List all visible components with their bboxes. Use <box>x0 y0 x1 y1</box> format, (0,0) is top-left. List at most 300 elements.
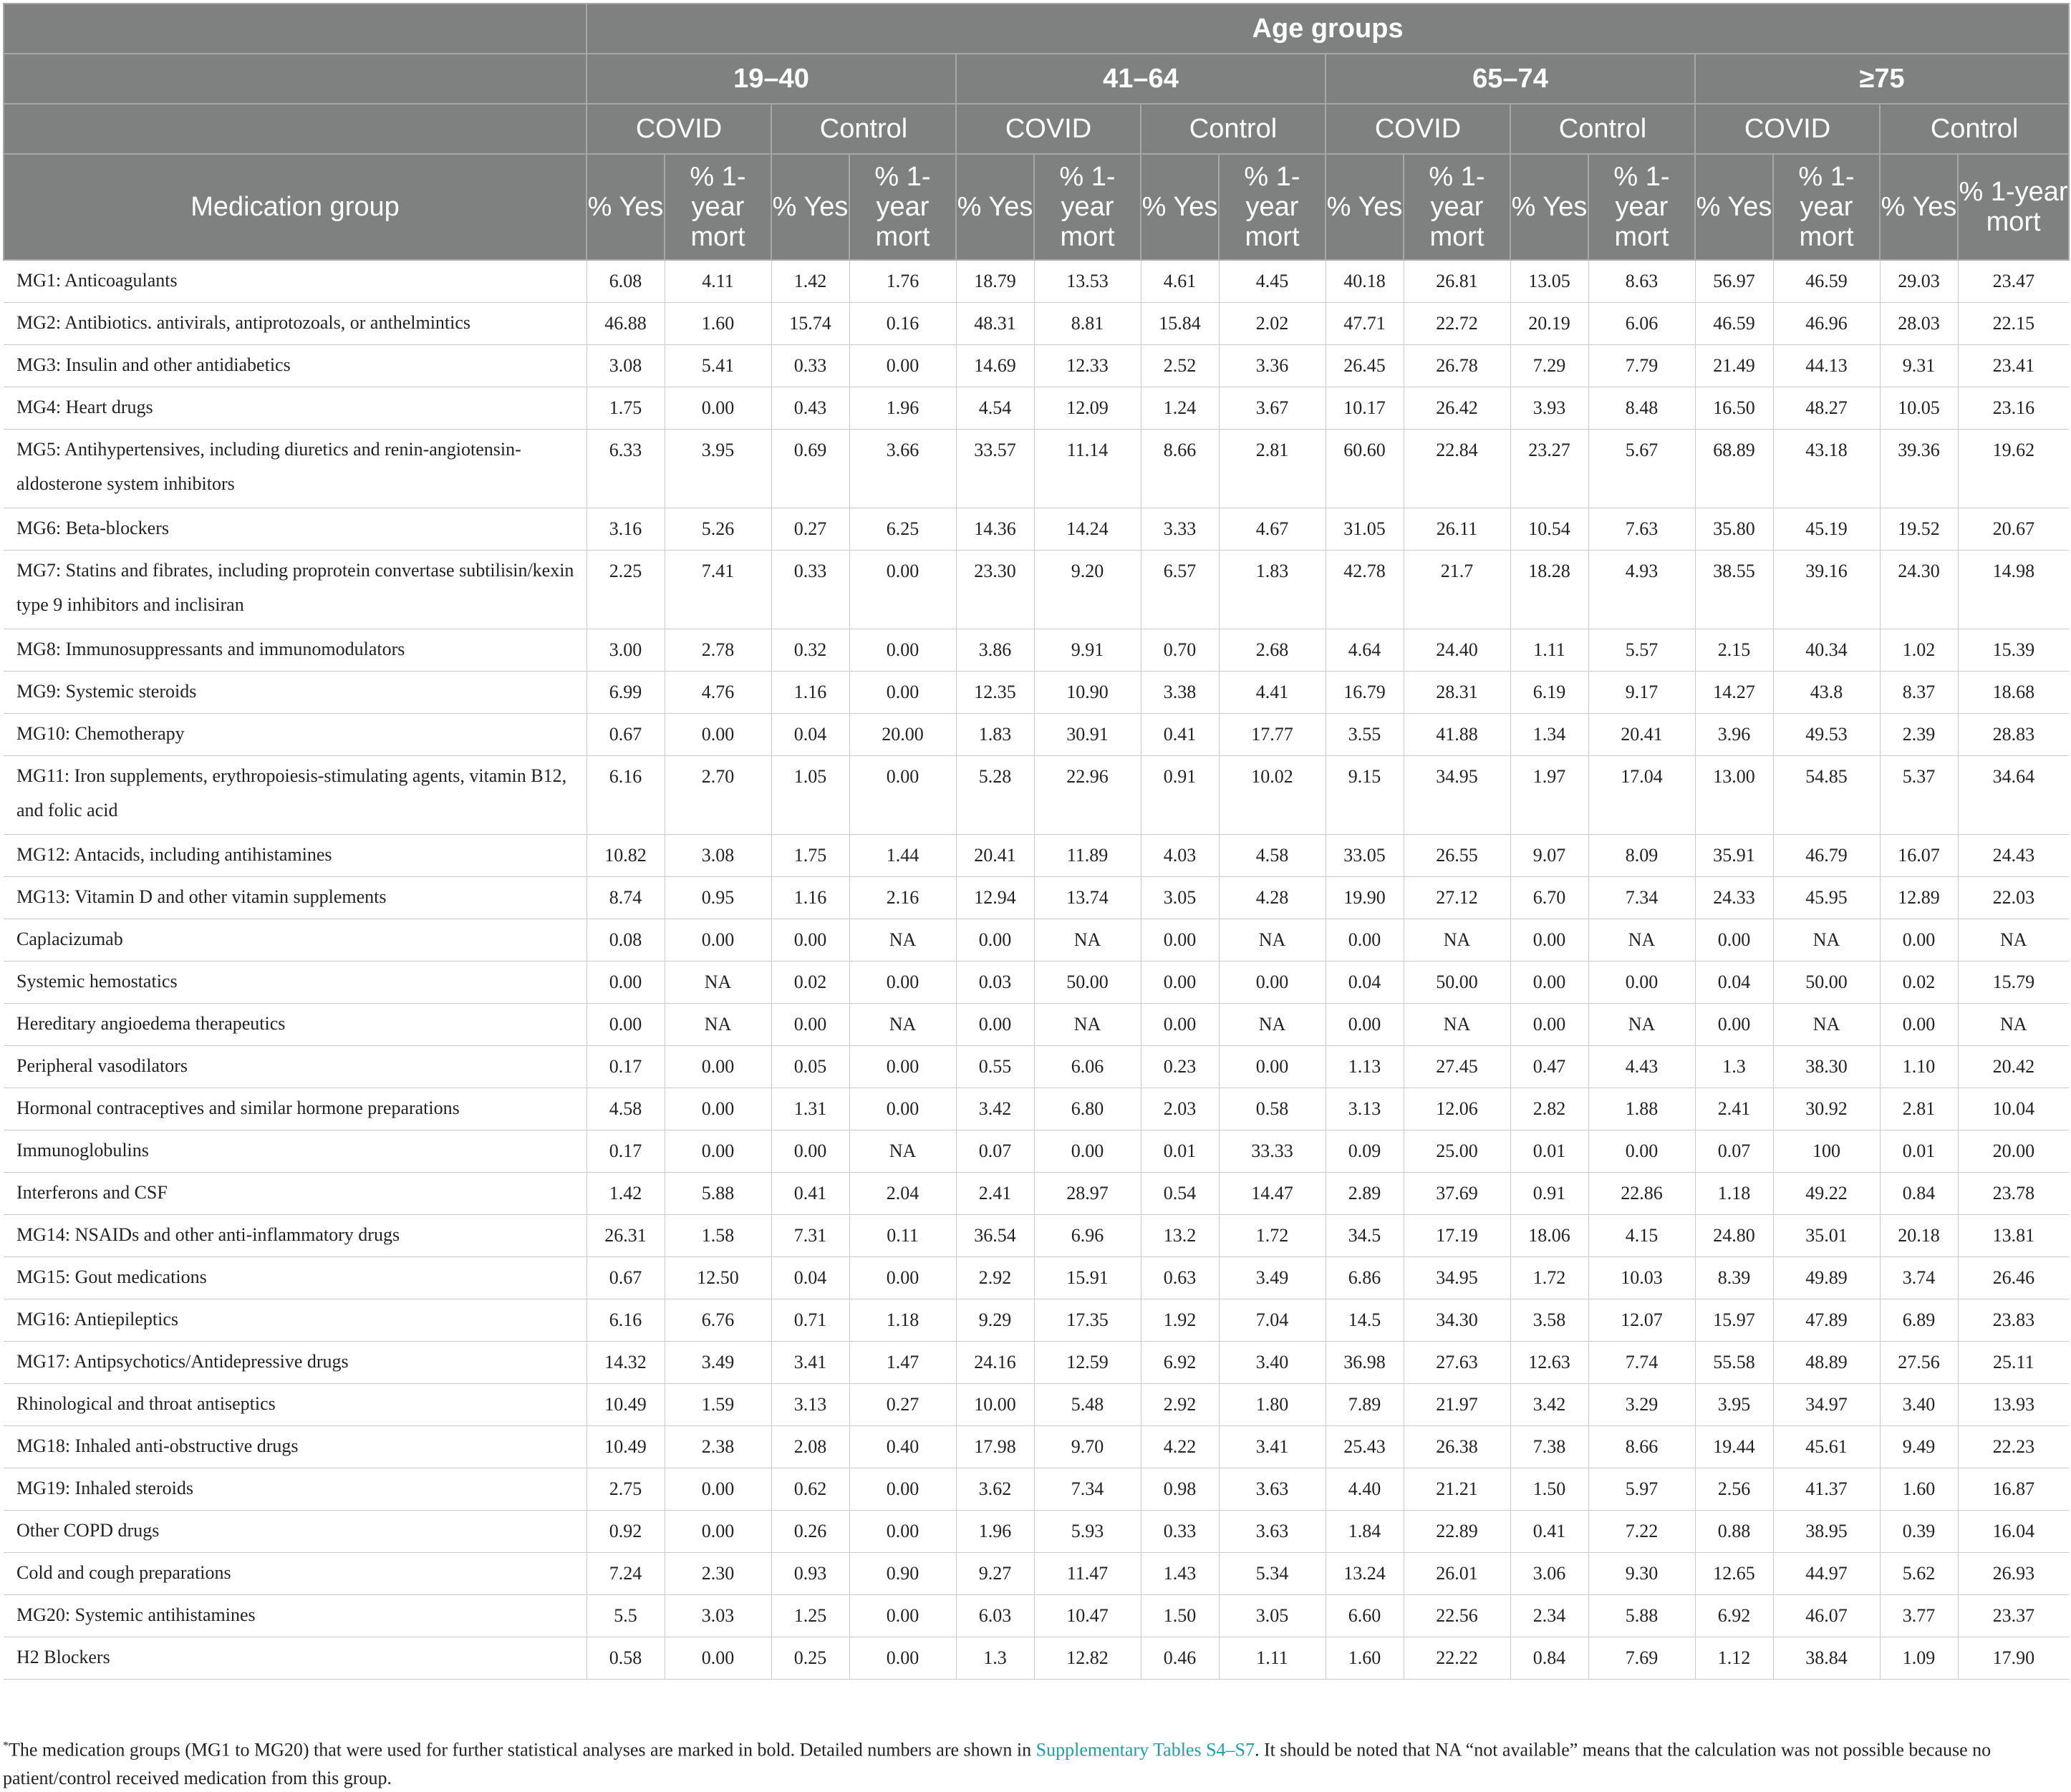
value-cell: 0.00 <box>1034 1130 1141 1172</box>
value-cell: 33.05 <box>1326 834 1404 876</box>
value-cell: 18.68 <box>1958 671 2069 713</box>
age-range-header: 41–64 <box>956 54 1326 104</box>
value-cell: 34.5 <box>1326 1214 1404 1256</box>
value-cell: 14.98 <box>1958 550 2069 629</box>
value-cell: 0.00 <box>849 344 956 387</box>
value-cell: 9.29 <box>956 1299 1034 1341</box>
value-cell: 3.66 <box>849 429 956 508</box>
value-cell: 16.07 <box>1880 834 1958 876</box>
value-cell: 9.49 <box>1880 1425 1958 1468</box>
value-cell: 24.33 <box>1695 876 1773 919</box>
value-cell: 100 <box>1773 1130 1880 1172</box>
value-cell: 3.36 <box>1219 344 1326 387</box>
value-cell: 1.24 <box>1141 387 1219 429</box>
value-cell: 0.41 <box>1510 1510 1588 1552</box>
value-cell: 0.84 <box>1880 1172 1958 1214</box>
value-cell: 0.04 <box>1695 961 1773 1003</box>
value-cell: 9.15 <box>1326 755 1404 834</box>
value-cell: 12.35 <box>956 671 1034 713</box>
value-cell: 7.63 <box>1588 508 1695 550</box>
value-cell: NA <box>1404 1003 1510 1045</box>
value-cell: 6.06 <box>1034 1045 1141 1088</box>
value-cell: 0.00 <box>665 919 771 961</box>
medication-label: MG7: Statins and fibrates, including proprotein convertase subtilisin/kexin type 9 inhibitors and inclisiran <box>4 550 586 629</box>
value-cell: 24.40 <box>1404 629 1510 671</box>
value-cell: 23.78 <box>1958 1172 2069 1214</box>
value-cell: 0.00 <box>849 755 956 834</box>
value-cell: NA <box>1588 919 1695 961</box>
value-cell: 1.34 <box>1510 713 1588 755</box>
value-cell: 6.80 <box>1034 1088 1141 1130</box>
value-cell: 0.00 <box>1141 919 1219 961</box>
value-cell: 14.27 <box>1695 671 1773 713</box>
value-cell: 0.40 <box>849 1425 956 1468</box>
value-cell: 13.74 <box>1034 876 1141 919</box>
value-cell: 0.01 <box>1141 1130 1219 1172</box>
value-cell: NA <box>1773 919 1880 961</box>
value-cell: 0.00 <box>1588 961 1695 1003</box>
value-cell: 8.81 <box>1034 302 1141 344</box>
value-cell: 3.42 <box>956 1088 1034 1130</box>
value-cell: 8.09 <box>1588 834 1695 876</box>
value-cell: 10.49 <box>586 1383 665 1425</box>
value-cell: 5.28 <box>956 755 1034 834</box>
value-cell: 0.00 <box>1695 919 1773 961</box>
value-cell: 0.00 <box>1141 961 1219 1003</box>
value-cell: 3.38 <box>1141 671 1219 713</box>
header-corner <box>4 54 586 104</box>
value-cell: 10.82 <box>586 834 665 876</box>
value-cell: 8.48 <box>1588 387 1695 429</box>
value-cell: 0.27 <box>771 508 849 550</box>
value-cell: 22.23 <box>1958 1425 2069 1468</box>
table-row <box>4 508 2069 550</box>
value-cell: 4.61 <box>1141 260 1219 302</box>
table-row <box>4 961 2069 1003</box>
value-cell: 6.25 <box>849 508 956 550</box>
value-cell: 7.74 <box>1588 1341 1695 1383</box>
value-cell: 2.41 <box>956 1172 1034 1214</box>
medication-label: MG16: Antiepileptics <box>4 1299 586 1341</box>
value-cell: 26.11 <box>1404 508 1510 550</box>
value-cell: 14.69 <box>956 344 1034 387</box>
value-cell: 49.89 <box>1773 1256 1880 1299</box>
value-cell: 10.04 <box>1958 1088 2069 1130</box>
value-cell: 13.24 <box>1326 1552 1404 1594</box>
value-cell: 0.91 <box>1141 755 1219 834</box>
value-cell: 13.05 <box>1510 260 1588 302</box>
value-cell: 16.04 <box>1958 1510 2069 1552</box>
value-cell: 0.00 <box>1326 919 1404 961</box>
value-cell: 0.07 <box>956 1130 1034 1172</box>
value-cell: 3.08 <box>665 834 771 876</box>
value-cell: 24.16 <box>956 1341 1034 1383</box>
stat-header-yes: % Yes <box>1880 154 1958 260</box>
value-cell: 14.5 <box>1326 1299 1404 1341</box>
value-cell: 27.63 <box>1404 1341 1510 1383</box>
table-row <box>4 1256 2069 1299</box>
value-cell: 15.39 <box>1958 629 2069 671</box>
value-cell: 3.63 <box>1219 1468 1326 1510</box>
value-cell: 7.31 <box>771 1214 849 1256</box>
value-cell: 0.95 <box>665 876 771 919</box>
value-cell: 1.83 <box>1219 550 1326 629</box>
value-cell: 10.03 <box>1588 1256 1695 1299</box>
value-cell: 33.33 <box>1219 1130 1326 1172</box>
table-row <box>4 1130 2069 1172</box>
value-cell: 6.92 <box>1695 1594 1773 1637</box>
value-cell: 1.60 <box>1326 1637 1404 1679</box>
value-cell: 12.09 <box>1034 387 1141 429</box>
value-cell: 19.62 <box>1958 429 2069 508</box>
value-cell: 1.25 <box>771 1594 849 1637</box>
value-cell: 38.30 <box>1773 1045 1880 1088</box>
group-header: COVID <box>1326 104 1510 154</box>
stat-header-yes: % Yes <box>1141 154 1219 260</box>
value-cell: 1.97 <box>1510 755 1588 834</box>
value-cell: NA <box>665 1003 771 1045</box>
medication-label: MG11: Iron supplements, erythropoiesis-stimulating agents, vitamin B12, and folic acid <box>4 755 586 834</box>
medication-table-container <box>3 3 2068 1680</box>
value-cell: 1.75 <box>586 387 665 429</box>
value-cell: 17.19 <box>1404 1214 1510 1256</box>
value-cell: 1.16 <box>771 671 849 713</box>
value-cell: 5.5 <box>586 1594 665 1637</box>
value-cell: 12.50 <box>665 1256 771 1299</box>
value-cell: 3.42 <box>1510 1383 1588 1425</box>
value-cell: 16.87 <box>1958 1468 2069 1510</box>
value-cell: 1.10 <box>1880 1045 1958 1088</box>
value-cell: NA <box>1219 1003 1326 1045</box>
value-cell: 1.47 <box>849 1341 956 1383</box>
value-cell: 0.00 <box>1510 1003 1588 1045</box>
value-cell: 6.08 <box>586 260 665 302</box>
value-cell: 4.58 <box>586 1088 665 1130</box>
value-cell: 10.05 <box>1880 387 1958 429</box>
value-cell: 8.66 <box>1588 1425 1695 1468</box>
value-cell: 7.04 <box>1219 1299 1326 1341</box>
value-cell: 46.59 <box>1695 302 1773 344</box>
value-cell: 20.67 <box>1958 508 2069 550</box>
value-cell: 0.16 <box>849 302 956 344</box>
stat-header-mortality: % 1-year mort <box>1958 154 2069 260</box>
table-row <box>4 1383 2069 1425</box>
value-cell: 28.83 <box>1958 713 2069 755</box>
supplementary-tables-link[interactable]: Supplementary Tables S4–S7 <box>1036 1739 1255 1760</box>
value-cell: 3.05 <box>1141 876 1219 919</box>
value-cell: 5.62 <box>1880 1552 1958 1594</box>
value-cell: 4.03 <box>1141 834 1219 876</box>
value-cell: 3.16 <box>586 508 665 550</box>
value-cell: 6.16 <box>586 755 665 834</box>
value-cell: 5.88 <box>665 1172 771 1214</box>
value-cell: 50.00 <box>1404 961 1510 1003</box>
medication-label: MG9: Systemic steroids <box>4 671 586 713</box>
value-cell: 0.00 <box>849 671 956 713</box>
value-cell: 0.00 <box>665 387 771 429</box>
value-cell: 19.90 <box>1326 876 1404 919</box>
footnote-text: The medication groups (MG1 to MG20) that were used for further statistical analyses are marked in bold. Detailed numbers are shown in <box>9 1739 1036 1760</box>
value-cell: 25.43 <box>1326 1425 1404 1468</box>
value-cell: 8.74 <box>586 876 665 919</box>
value-cell: NA <box>1404 919 1510 961</box>
value-cell: 2.81 <box>1219 429 1326 508</box>
value-cell: 40.34 <box>1773 629 1880 671</box>
value-cell: 0.00 <box>1219 1045 1326 1088</box>
value-cell: 6.92 <box>1141 1341 1219 1383</box>
value-cell: 13.2 <box>1141 1214 1219 1256</box>
value-cell: 0.43 <box>771 387 849 429</box>
value-cell: 0.91 <box>1510 1172 1588 1214</box>
value-cell: 3.49 <box>1219 1256 1326 1299</box>
value-cell: 7.79 <box>1588 344 1695 387</box>
table-row <box>4 344 2069 387</box>
medication-label: MG6: Beta-blockers <box>4 508 586 550</box>
value-cell: 9.70 <box>1034 1425 1141 1468</box>
medication-label: MG17: Antipsychotics/Antidepressive drugs <box>4 1341 586 1383</box>
value-cell: 4.76 <box>665 671 771 713</box>
value-cell: 1.72 <box>1510 1256 1588 1299</box>
value-cell: 2.16 <box>849 876 956 919</box>
value-cell: 0.00 <box>849 1088 956 1130</box>
value-cell: 0.27 <box>849 1383 956 1425</box>
value-cell: 34.95 <box>1404 755 1510 834</box>
value-cell: 0.62 <box>771 1468 849 1510</box>
value-cell: 46.96 <box>1773 302 1880 344</box>
value-cell: 6.03 <box>956 1594 1034 1637</box>
value-cell: 1.31 <box>771 1088 849 1130</box>
value-cell: 0.00 <box>1880 1003 1958 1045</box>
stat-header-mortality: % 1-year mort <box>1219 154 1326 260</box>
value-cell: 0.00 <box>1510 961 1588 1003</box>
value-cell: 1.92 <box>1141 1299 1219 1341</box>
value-cell: 0.00 <box>1588 1130 1695 1172</box>
value-cell: 0.17 <box>586 1045 665 1088</box>
value-cell: 5.48 <box>1034 1383 1141 1425</box>
value-cell: 12.82 <box>1034 1637 1141 1679</box>
value-cell: 34.64 <box>1958 755 2069 834</box>
value-cell: 7.29 <box>1510 344 1588 387</box>
value-cell: 4.41 <box>1219 671 1326 713</box>
value-cell: 0.00 <box>849 1637 956 1679</box>
value-cell: 26.78 <box>1404 344 1510 387</box>
value-cell: 1.58 <box>665 1214 771 1256</box>
age-range-header: 19–40 <box>586 54 956 104</box>
value-cell: 4.40 <box>1326 1468 1404 1510</box>
value-cell: 10.54 <box>1510 508 1588 550</box>
value-cell: 3.40 <box>1219 1341 1326 1383</box>
value-cell: 22.89 <box>1404 1510 1510 1552</box>
value-cell: 35.80 <box>1695 508 1773 550</box>
medication-label: MG8: Immunosuppressants and immunomodulators <box>4 629 586 671</box>
value-cell: 34.30 <box>1404 1299 1510 1341</box>
value-cell: 1.05 <box>771 755 849 834</box>
value-cell: 47.71 <box>1326 302 1404 344</box>
table-row <box>4 1172 2069 1214</box>
value-cell: 43.18 <box>1773 429 1880 508</box>
value-cell: NA <box>1034 1003 1141 1045</box>
value-cell: 13.93 <box>1958 1383 2069 1425</box>
value-cell: 4.15 <box>1588 1214 1695 1256</box>
value-cell: 9.20 <box>1034 550 1141 629</box>
value-cell: 46.07 <box>1773 1594 1880 1637</box>
value-cell: 0.39 <box>1880 1510 1958 1552</box>
value-cell: 2.70 <box>665 755 771 834</box>
value-cell: 0.01 <box>1510 1130 1588 1172</box>
table-row <box>4 1510 2069 1552</box>
value-cell: 47.89 <box>1773 1299 1880 1341</box>
value-cell: 0.00 <box>849 1045 956 1088</box>
value-cell: 27.56 <box>1880 1341 1958 1383</box>
table-row <box>4 260 2069 302</box>
value-cell: 12.07 <box>1588 1299 1695 1341</box>
age-range-header: ≥75 <box>1695 54 2069 104</box>
value-cell: 0.00 <box>849 1510 956 1552</box>
value-cell: 48.27 <box>1773 387 1880 429</box>
value-cell: 3.63 <box>1219 1510 1326 1552</box>
table-row <box>4 1003 2069 1045</box>
value-cell: 0.58 <box>586 1637 665 1679</box>
value-cell: 9.07 <box>1510 834 1588 876</box>
value-cell: 0.00 <box>849 550 956 629</box>
value-cell: 18.79 <box>956 260 1034 302</box>
value-cell: NA <box>1219 919 1326 961</box>
value-cell: 0.00 <box>849 1594 956 1637</box>
value-cell: 3.55 <box>1326 713 1404 755</box>
value-cell: 3.33 <box>1141 508 1219 550</box>
value-cell: 26.31 <box>586 1214 665 1256</box>
value-cell: 1.75 <box>771 834 849 876</box>
value-cell: 10.47 <box>1034 1594 1141 1637</box>
value-cell: 3.00 <box>586 629 665 671</box>
value-cell: 0.33 <box>1141 1510 1219 1552</box>
value-cell: 54.85 <box>1773 755 1880 834</box>
value-cell: 1.44 <box>849 834 956 876</box>
value-cell: 2.15 <box>1695 629 1773 671</box>
value-cell: 23.41 <box>1958 344 2069 387</box>
value-cell: 1.3 <box>956 1637 1034 1679</box>
value-cell: 6.06 <box>1588 302 1695 344</box>
group-header: Control <box>1510 104 1695 154</box>
table-row <box>4 429 2069 508</box>
value-cell: 8.39 <box>1695 1256 1773 1299</box>
value-cell: 41.88 <box>1404 713 1510 755</box>
value-cell: 10.02 <box>1219 755 1326 834</box>
value-cell: 2.39 <box>1880 713 1958 755</box>
value-cell: 26.55 <box>1404 834 1510 876</box>
value-cell: 15.97 <box>1695 1299 1773 1341</box>
value-cell: 0.01 <box>1880 1130 1958 1172</box>
value-cell: 23.30 <box>956 550 1034 629</box>
medication-label: Immunoglobulins <box>4 1130 586 1172</box>
medication-label: Interferons and CSF <box>4 1172 586 1214</box>
value-cell: 0.55 <box>956 1045 1034 1088</box>
medication-label: MG1: Anticoagulants <box>4 260 586 302</box>
value-cell: 12.59 <box>1034 1341 1141 1383</box>
medication-label: MG18: Inhaled anti-obstructive drugs <box>4 1425 586 1468</box>
value-cell: 0.46 <box>1141 1637 1219 1679</box>
value-cell: 0.47 <box>1510 1045 1588 1088</box>
value-cell: 0.23 <box>1141 1045 1219 1088</box>
value-cell: 6.57 <box>1141 550 1219 629</box>
value-cell: 21.7 <box>1404 550 1510 629</box>
value-cell: 6.16 <box>586 1299 665 1341</box>
medication-label: MG12: Antacids, including antihistamines <box>4 834 586 876</box>
value-cell: 1.88 <box>1588 1088 1695 1130</box>
value-cell: 22.96 <box>1034 755 1141 834</box>
medication-label: Other COPD drugs <box>4 1510 586 1552</box>
value-cell: 1.50 <box>1510 1468 1588 1510</box>
value-cell: 0.00 <box>771 919 849 961</box>
value-cell: 8.66 <box>1141 429 1219 508</box>
value-cell: 0.26 <box>771 1510 849 1552</box>
value-cell: 38.84 <box>1773 1637 1880 1679</box>
value-cell: 6.99 <box>586 671 665 713</box>
value-cell: 0.98 <box>1141 1468 1219 1510</box>
value-cell: 68.89 <box>1695 429 1773 508</box>
value-cell: 20.41 <box>1588 713 1695 755</box>
value-cell: 1.59 <box>665 1383 771 1425</box>
value-cell: 0.70 <box>1141 629 1219 671</box>
value-cell: 0.00 <box>771 1003 849 1045</box>
value-cell: NA <box>1958 919 2069 961</box>
value-cell: 3.77 <box>1880 1594 1958 1637</box>
stat-header-yes: % Yes <box>771 154 849 260</box>
header-corner <box>4 104 586 154</box>
value-cell: 3.86 <box>956 629 1034 671</box>
table-row <box>4 1594 2069 1637</box>
value-cell: 19.44 <box>1695 1425 1773 1468</box>
medication-label: MG10: Chemotherapy <box>4 713 586 755</box>
table-row <box>4 1088 2069 1130</box>
value-cell: 34.95 <box>1404 1256 1510 1299</box>
value-cell: 3.29 <box>1588 1383 1695 1425</box>
stat-header-mortality: % 1-year mort <box>1034 154 1141 260</box>
medication-label: Hereditary angioedema therapeutics <box>4 1003 586 1045</box>
value-cell: 6.96 <box>1034 1214 1141 1256</box>
age-range-header: 65–74 <box>1326 54 1695 104</box>
medication-label: MG20: Systemic antihistamines <box>4 1594 586 1637</box>
value-cell: 2.68 <box>1219 629 1326 671</box>
value-cell: 9.31 <box>1880 344 1958 387</box>
value-cell: 1.84 <box>1326 1510 1404 1552</box>
stat-header-yes: % Yes <box>1510 154 1588 260</box>
group-header: COVID <box>586 104 771 154</box>
value-cell: 9.27 <box>956 1552 1034 1594</box>
group-header: Control <box>1141 104 1326 154</box>
medication-label: Cold and cough preparations <box>4 1552 586 1594</box>
footnote-marker: * <box>3 1740 9 1752</box>
table-row <box>4 550 2069 629</box>
value-cell: 0.11 <box>849 1214 956 1256</box>
value-cell: 10.49 <box>586 1425 665 1468</box>
value-cell: 4.28 <box>1219 876 1326 919</box>
group-header: COVID <box>1695 104 1880 154</box>
medication-label: MG14: NSAIDs and other anti-inflammatory drugs <box>4 1214 586 1256</box>
value-cell: 5.67 <box>1588 429 1695 508</box>
footnote-text-end: . It should be noted that NA “not available” means that the calculation was not possible because no patient/control received medication from this group. <box>3 1739 1992 1788</box>
value-cell: 3.96 <box>1695 713 1773 755</box>
value-cell: 1.11 <box>1510 629 1588 671</box>
value-cell: 3.05 <box>1219 1594 1326 1637</box>
value-cell: 5.97 <box>1588 1468 1695 1510</box>
value-cell: 0.41 <box>771 1172 849 1214</box>
value-cell: NA <box>849 1130 956 1172</box>
value-cell: 4.58 <box>1219 834 1326 876</box>
value-cell: 35.91 <box>1695 834 1773 876</box>
value-cell: 15.79 <box>1958 961 2069 1003</box>
value-cell: 7.24 <box>586 1552 665 1594</box>
